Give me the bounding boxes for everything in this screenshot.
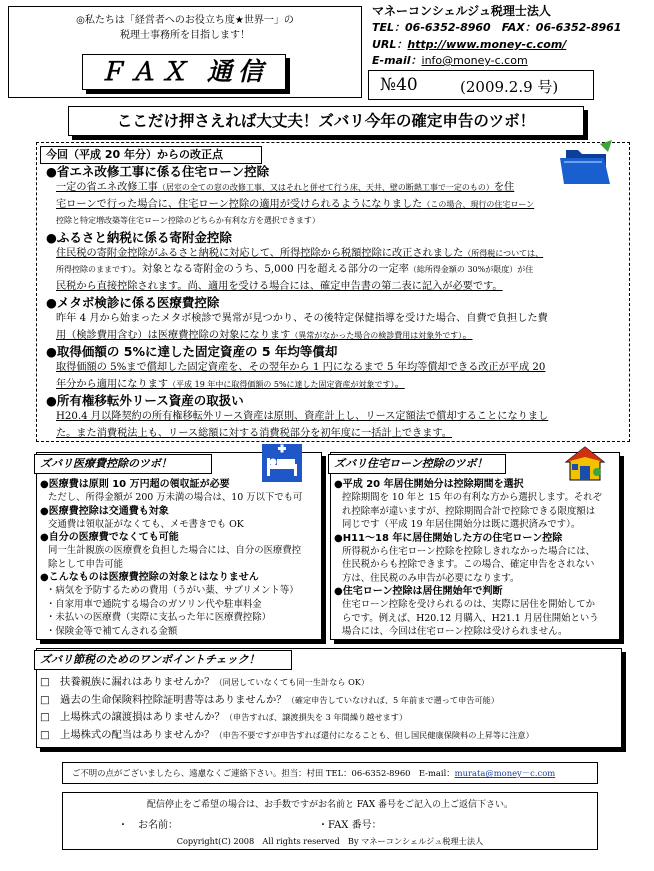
email-label: E-mail： [372,54,422,67]
change-heading-lease: ●所有権移転外リース資産の取扱い [46,393,244,408]
medical-title: ズバリ医療費控除のツボ！ [40,457,172,470]
fax-number-label: ・FAX 番号： [318,820,382,831]
change-heading-furusato: ●ふるさと納税に係る寄附金控除 [46,229,232,245]
change-heading-depreciation: ●取得価額の 5%に達した固定資産の 5 年均等償却 [46,344,338,359]
housing-text: 同じです（平成 19 年居住開始分は既に選択済みです）。 [342,519,581,530]
change-text: H20.4 月以降契約の所有権移転外リース資産は原則、資産計上し、リース定額法で償却することになりまし [56,411,549,422]
change-text: 一定の省エネ改修工事（居室の全ての窓の改修工事、又はそれと併せて行う床、天井、壁の断熱工事で一定のもの）を住 [56,182,515,193]
checklist-body [40,674,618,744]
email-link[interactable]: info@money-c.com [421,54,528,67]
housing-heading: ●住宅ローン控除は居住開始年で判断 [334,586,503,597]
change-text: 控除と特定増改築等住宅ローン控除のどちらか有利な方を選択できます） [56,216,320,225]
company-name: マネーコンシェルジュ税理士法人 [372,4,551,18]
change-text: た。また消費税法上も、リース総額に対する消費税部分を初年度に一括計上できます。 [56,427,452,439]
housing-text: 場合には、今回は住宅ローン控除は受けられません。 [342,626,568,637]
housing-text: らです。例えば、H20.12 月購入、H21.1 月居住開始という [342,612,599,624]
checkbox[interactable]: □ [40,711,50,723]
housing-title: ズバリ住宅ローン控除のツボ！ [334,457,488,470]
housing-text: 所得税から住宅ローン控除を控除しきれなかった場合には、 [342,545,595,557]
housing-text: 住民税からも控除できます。この場合、確定申告をされない [342,559,595,570]
housing-text: 住宅ローン控除を受けられるのは、実際に居住を開始してか [342,599,595,610]
medical-text: 除として申告可能 [48,558,124,570]
change-text: 用（検診費用含む）は医療費控除の対象になります（異常がなかった場合の検診費用は対象外です）。 [56,329,473,341]
checklist-item[interactable]: □ 上場株式の譲渡損はありませんか？（申告すれば、譲渡損失を 3 年間繰り越せます） [40,711,408,723]
medical-heading: ●こんなものは医療費控除の対象とはなりません [40,572,259,583]
email-line [372,53,528,69]
medical-text: 交通費は領収証がなくても、メモ書きでも OK [48,518,244,530]
medical-text: ・病気を予防するための費用（うがい薬、サプリメント等） [46,585,299,596]
checkbox[interactable]: □ [40,693,50,706]
change-text: 取得価額の 5%まで償却した固定資産を、その翌年から 1 円になるまで 5 年均等償却できる改正が平成 20 [56,362,546,373]
contact-text: ご不明の点がございましたら、遠慮なくご連絡下さい。担当：村田 TEL：06-6352-8960 E-mail： [72,768,455,778]
name-label: ・ お名前： [118,820,178,831]
medical-text: ・保険金等で補てんされる金額 [46,625,178,637]
headline: ここだけ押さえれば大丈夫！ズバリ今年の確定申告のツボ！ [116,112,536,130]
medical-text: 同一生計親族の医療費を負担した場合には、自分の医療費控 [48,545,302,556]
change-text: 所得控除のままです）。対象となる寄附金のうち、5,000 円を超える部分の一定率（総所得金額の 30%が限度）が住 [56,264,534,275]
checklist-item[interactable]: □ 上場株式の配当はありませんか？（申告不要ですが申告すれば還付になることも、但し国民健康保険料の上昇等に注意） [40,728,534,741]
changes-title: 今回（平成 20 年分）からの改正点 [46,148,223,161]
change-text: 宅ローンで行った場合に、住宅ローン控除の適用が受けられるようになりました（この場合、現行の住宅ローン [56,198,535,210]
checklist-title: ズバリ節税のためのワンポイントチェック！ [40,653,260,666]
housing-text: 方は、住民税のみ申告が必要になります。 [342,572,520,584]
fax-title: ＦＡＸ 通信 [99,57,269,86]
housing-text: れ控除率が違いますが、控除期間合計で控除できる限度額は [342,505,596,517]
changes-body [46,164,618,442]
contact-email-link[interactable]: murata@money－c.com [454,768,556,778]
change-heading-metabo: ●メタボ検診に係る医療費控除 [46,295,220,310]
medical-heading: ●医療費控除は交通費も対象 [40,505,169,517]
website-link[interactable]: http://www.money-c.com/ [407,38,567,51]
change-text: 昨年 4 月から始まったメタボ検診で異常が見つかり、その後特定保健指導を受けた場合、自費で負担した費 [56,313,548,324]
medical-heading: ●医療費は原則 10 万円超の領収証が必要 [40,479,230,490]
checkbox[interactable]: □ [40,676,50,688]
housing-body [334,478,616,639]
issue-date: (2009.2.9 号) [460,78,559,96]
housing-heading: ●平成 20 年居住開始分は控除期間を選択 [334,479,524,490]
hospital-bed-icon [262,444,302,482]
checklist-item[interactable]: □ 過去の生命保険料控除証明書等はありませんか？（確定申告していなければ、5 年前まで遡って申告可能） [40,693,500,706]
checkbox[interactable]: □ [40,728,50,741]
checklist-item[interactable]: □ 扶養親族に漏れはありませんか？（同居していなくても同一生計なら OK） [40,676,370,688]
contact-line [72,766,555,780]
issue-number: №40 [380,75,418,95]
housing-text: 控除期間を 10 年と 15 年の有利な方から選択します。それぞ [342,492,603,503]
url-line [372,37,566,53]
change-text: 年分から適用になります（平成 19 年中に取得価額の 5%に達した固定資産が対象です）。 [56,378,405,390]
medical-heading: ●自分の医療費でなくても可能 [40,532,179,543]
footer-notice: 配信停止をご希望の場合は、お手数ですがお名前と FAX 番号をご記入の上ご返信下さい。 [146,800,514,810]
medical-body [40,478,318,638]
change-text: 住民税の寄附金控除がふるさと納税に対応して、所得控除から税額控除に改正されました（所得税については、 [56,247,544,259]
slogan-line2: 税理士事務所を目指します！ [120,30,250,41]
medical-text: ただし、所得金額が 200 万未満の場合は、10 万以下でも可 [48,492,303,503]
medical-text: ・自家用車で通院する場合のガソリン代や駐車料金 [46,598,262,610]
change-text: 民税から直接控除されます。尚、適用を受ける場合には、確定申告書の第二表に記入が必要です。 [56,280,503,292]
tel-fax: TEL：06-6352-8960 FAX：06-6352-8961 [372,21,622,34]
url-label: URL： [372,38,408,51]
medical-text: ・未払いの医療費（実際に支払った年に医療費控除） [46,612,272,623]
change-heading-energy: ●省エネ改修工事に係る住宅ローン控除 [46,164,270,179]
copyright: Copyright(C) 2008 All rights reserved By マネーコンシェルジュ税理士法人 [176,836,484,846]
housing-heading: ●H11～18 年に居住開始した方の住宅ローン控除 [334,532,563,544]
slogan-line1: ◎私たちは「経営者へのお役立ち度★世界一」の [76,15,294,26]
